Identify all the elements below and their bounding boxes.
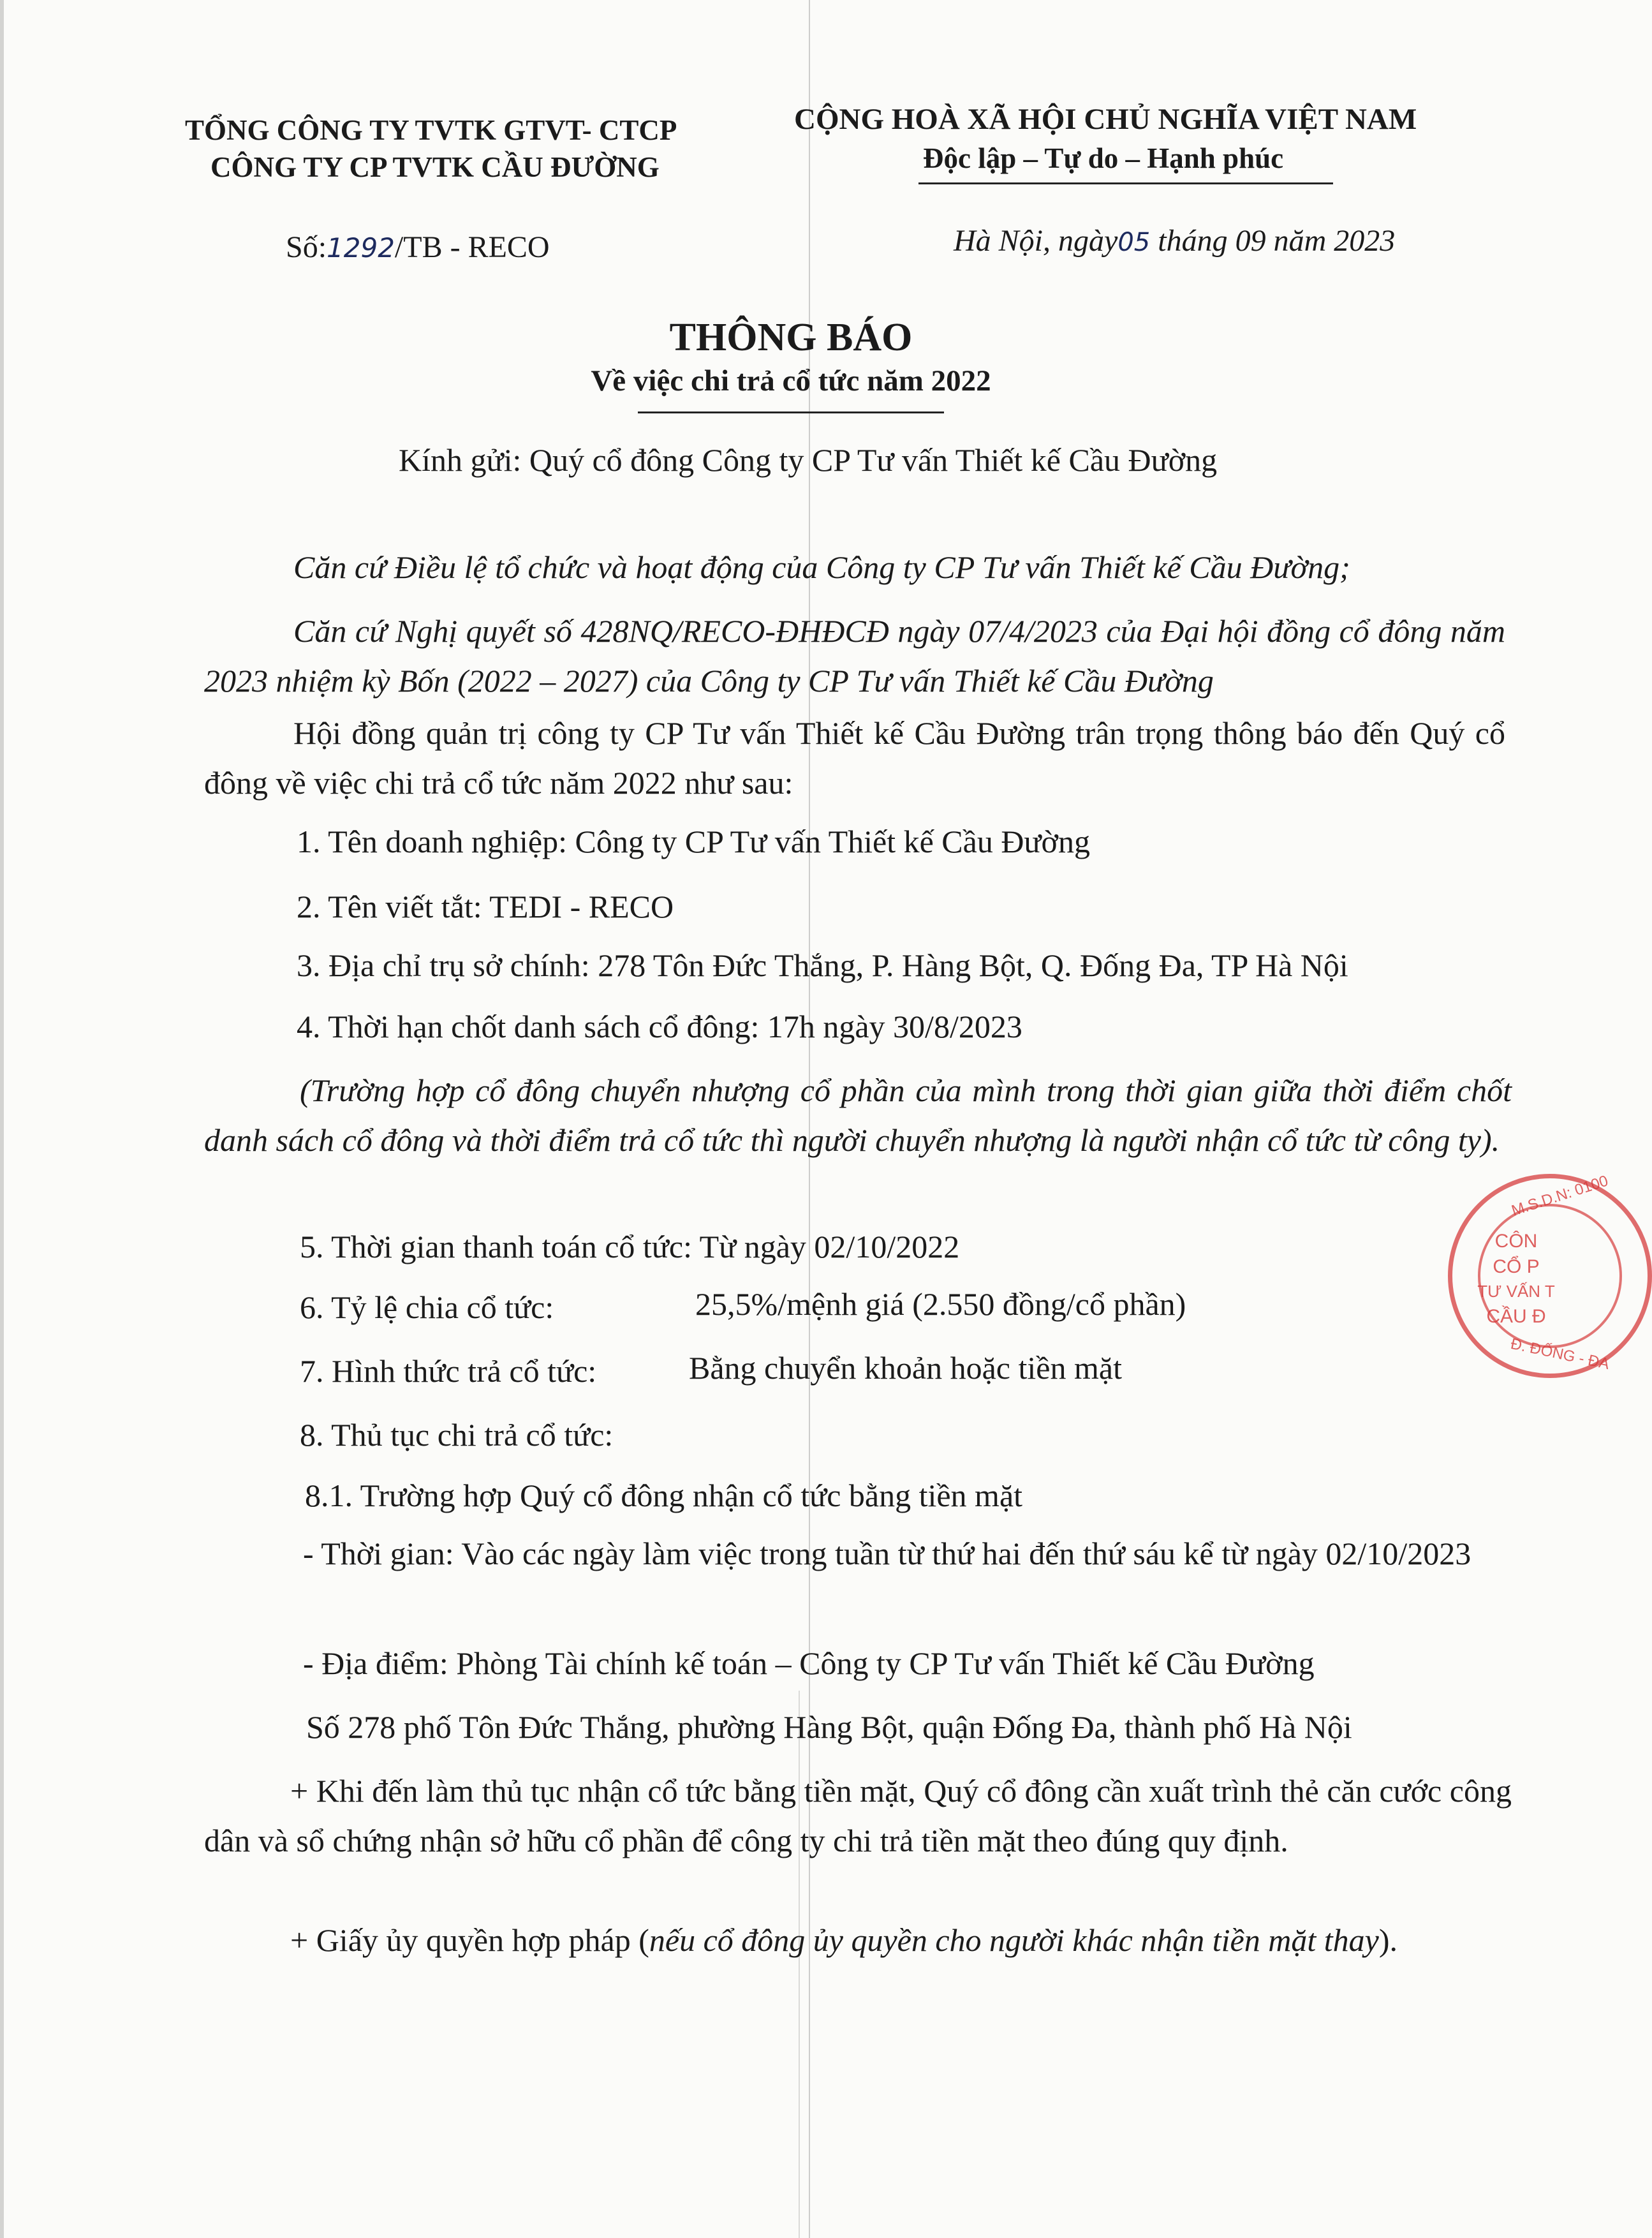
cash-requirement: + Khi đến làm thủ tục nhận cổ tức bằng tiền mặt, Quý cổ đông cần xuất trình thẻ căn cước công dân và sổ chứng nhận sở hữu cổ phần để công ty chi trả tiền mặt theo đúng quy định. (204, 1773, 1512, 1858)
title-underline (638, 411, 944, 413)
item-payment-date: 5. Thời gian thanh toán cổ tức: Từ ngày 02/10/2022 (300, 1229, 960, 1264)
seal-line-3: TƯ VẤN T (1477, 1282, 1555, 1301)
motto-underline (918, 182, 1333, 184)
item-address: 3. Địa chỉ trụ sở chính: 278 Tôn Đức Thắng, P. Hàng Bột, Q. Đống Đa, TP Hà Nội (297, 947, 1348, 983)
item-method-value: Bằng chuyển khoản hoặc tiền mặt (689, 1350, 1122, 1386)
company-seal (1448, 1174, 1652, 1378)
org-company-name: CÔNG TY CP TVTK CẦU ĐƯỜNG (210, 151, 660, 183)
item-cash-case: 8.1. Trường hợp Quý cổ đông nhận cổ tức bằng tiền mặt (305, 1478, 1023, 1513)
place-date-suffix: tháng 09 năm 2023 (1158, 224, 1396, 258)
proxy-note (290, 1922, 1398, 1959)
doc-number-handwritten: 1292 (327, 232, 395, 263)
basis-charter: Căn cứ Điều lệ tổ chức và hoạt động của Công ty CP Tư vấn Thiết kế Cầu Đường; (293, 549, 1350, 585)
intro-paragraph: Hội đồng quản trị công ty CP Tư vấn Thiết kế Cầu Đường trân trọng thông báo đến Quý cổ đông về việc chi trả cổ tức năm 2022 như sau: (204, 715, 1505, 801)
item-record-date: 4. Thời hạn chốt danh sách cổ đông: 17h ngày 30/8/2023 (297, 1009, 1022, 1044)
doc-number (286, 230, 550, 265)
seal-line-2: CỔ P (1493, 1256, 1540, 1277)
proxy-note-italic: nếu cổ đông ủy quyền cho người khác nhận tiền mặt thay (649, 1922, 1379, 1958)
item-short-name: 2. Tên viết tắt: TEDI - RECO (297, 889, 674, 924)
item-ratio-value: 25,5%/mệnh giá (2.550 đồng/cổ phần) (695, 1286, 1186, 1322)
item-transfer-note: (Trường hợp cổ đông chuyển nhượng cổ phần của mình trong thời gian giữa thời điểm chốt danh sách cổ đông và thời điểm trả cổ tức thì người chuyển nhượng là người nhận cổ tức từ công ty). (204, 1072, 1512, 1158)
item-company-name: 1. Tên doanh nghiệp: Công ty CP Tư vấn Thiết kế Cầu Đường (297, 824, 1090, 859)
cash-place: - Địa điểm: Phòng Tài chính kế toán – Công ty CP Tư vấn Thiết kế Cầu Đường (303, 1645, 1315, 1681)
notice-subtitle: Về việc chi trả cổ tức năm 2022 (591, 364, 991, 397)
day-handwritten: 05 (1117, 228, 1151, 257)
notice-title: THÔNG BÁO (669, 316, 913, 359)
place-date (954, 223, 1395, 258)
seal-bottom-text: Đ. ĐỐNG - ĐA (1509, 1335, 1611, 1374)
seal-ring-text: M.S.D.N: 0100 (1509, 1172, 1611, 1220)
proxy-note-prefix: + Giấy ủy quyền hợp pháp ( (290, 1922, 649, 1958)
doc-number-suffix: /TB - RECO (394, 230, 550, 264)
proxy-note-suffix: ). (1378, 1922, 1398, 1958)
seal-line-4: CẦU Đ (1486, 1306, 1546, 1327)
cash-time: - Thời gian: Vào các ngày làm việc trong tuần từ thứ hai đến thứ sáu kể từ ngày 02/10/2023 (303, 1536, 1471, 1571)
item-procedure: 8. Thủ tục chi trả cổ tức: (300, 1417, 614, 1453)
place-date-prefix: Hà Nội, ngày (954, 224, 1118, 258)
nation-title: CỘNG HOÀ XÃ HỘI CHỦ NGHĨA VIỆT NAM (794, 103, 1417, 136)
item-ratio-label: 6. Tỷ lệ chia cổ tức: (300, 1289, 554, 1325)
cash-address: Số 278 phố Tôn Đức Thắng, phường Hàng Bột, quận Đống Đa, thành phố Hà Nội (306, 1709, 1352, 1745)
recipient-line: Kính gửi: Quý cổ đông Công ty CP Tư vấn Thiết kế Cầu Đường (399, 442, 1218, 478)
item-method-label: 7. Hình thức trả cổ tức: (300, 1353, 597, 1389)
org-parent-name: TỔNG CÔNG TY TVTK GTVT- CTCP (185, 114, 677, 146)
nation-motto: Độc lập – Tự do – Hạnh phúc (923, 142, 1284, 174)
seal-line-1: CÔN (1494, 1231, 1538, 1252)
basis-resolution: Căn cứ Nghị quyết số 428NQ/RECO-ĐHĐCĐ ngày 07/4/2023 của Đại hội đồng cổ đông năm 2023 nhiệm kỳ Bốn (2022 – 2027) của Công ty CP Tư vấn Thiết kế Cầu Đường (204, 613, 1505, 699)
doc-number-prefix: Số: (286, 230, 327, 264)
